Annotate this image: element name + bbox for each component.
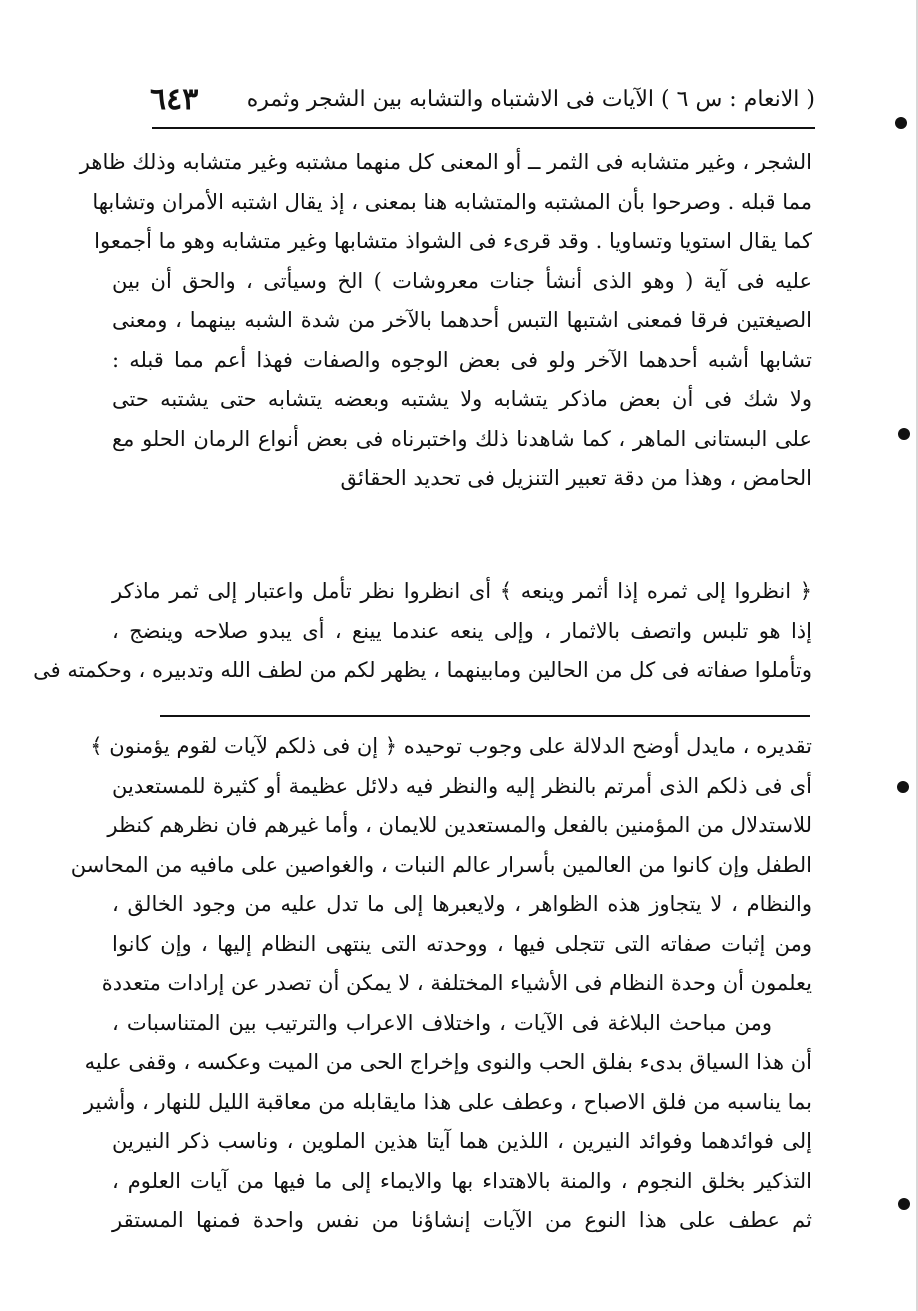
- text-line: ولا شك فى أن بعض ماذكر يتشابه ولا يشتبه وبعضه يتشابه حتى يشتبه حتى: [112, 387, 812, 411]
- section-divider: [160, 715, 810, 717]
- text-line: أى فى ذلكم الذى أمرتم بالنظر إليه والنظر فيه دلائل عظيمة أو كثيرة للمستعدين: [112, 773, 812, 798]
- header-rule: [152, 127, 815, 129]
- text-block-lower: [70, 727, 812, 1241]
- text-block-upper: [79, 143, 812, 499]
- text-line: على البستانى الماهر ، كما شاهدنا ذلك واختبرناه فى بعض أنواع الرمان الحلو مع: [112, 426, 812, 451]
- text-line: ثم عطف على هذا النوع من الآيات إنشاؤنا من نفس واحدة فمنها المستقر: [112, 1208, 812, 1232]
- text-block-verse: [33, 572, 812, 691]
- running-header: [150, 78, 815, 120]
- text-line: مما قبله . وصرحوا بأن المشتبه والمتشابه هنا بمعنى ، إذ يقال اشتبه الأمران وتشابها: [92, 189, 812, 214]
- text-line: ومن مباحث البلاغة فى الآيات ، واختلاف الاعراب والترتيب بين المتناسبات ،: [112, 1010, 772, 1035]
- binding-hole-mark: [897, 781, 909, 793]
- header-title: ( الانعام : س ٦ ) الآيات فى الاشتباه والتشابه بين الشجر وثمره: [246, 86, 815, 112]
- binding-hole-mark: [898, 1198, 910, 1210]
- page-number: ٦٤٣: [150, 81, 199, 117]
- text-line: كما يقال استويا وتساويا . وقد قرىء فى الشواذ متشابها وغير متشابه وهو ما أجمعوا: [94, 229, 812, 253]
- text-line: تقديره ، مايدل أوضح الدلالة على وجوب توحيده ﴿ إن فى ذلكم لآيات لقوم يؤمنون ﴾: [90, 734, 812, 758]
- binding-hole-mark: [898, 428, 910, 440]
- text-line: تشابها أشبه أحدهما الآخر ولو فى بعض الوجوه والصفات فهذا أعم مما قبله :: [112, 347, 812, 372]
- text-line: الحامض ، وهذا من دقة تعبير التنزيل فى تحديد الحقائق: [340, 466, 812, 490]
- text-line: ﴿ انظروا إلى ثمره إذا أثمر وينعه ﴾ أى انظروا نظر تأمل واعتبار إلى ثمر ماذكر: [112, 579, 812, 603]
- text-line: بما يناسبه من فلق الاصباح ، وعطف على هذا مايقابله من معاقبة الليل للنهار ، وأشير: [83, 1089, 812, 1114]
- text-line: وتأملوا صفاته فى كل من الحالين ومابينهما ، يظهر لكم من لطف الله وتدبيره ، وحكمته فى: [33, 658, 812, 682]
- text-line: والنظام ، لا يتجاوز هذه الظواهر ، ولايعبرها إلى ما تدل عليه من وجود الخالق ،: [112, 892, 812, 916]
- text-line: ومن إثبات صفاته التى تتجلى فيها ، ووحدته التى ينتهى النظام إليها ، وإن كانوا: [112, 931, 812, 956]
- text-line: يعلمون أن وحدة النظام فى الأشياء المختلفة ، لا يمكن أن تصدر عن إرادات متعددة: [101, 971, 812, 995]
- text-line: إلى فوائدهما وفوائد النيرين ، اللذين هما آيتا هذين الملوين ، وناسب ذكر النيرين: [112, 1129, 812, 1153]
- text-line: أن هذا السياق بدىء بفلق الحب والنوى وإخراج الحى من الميت وعكسه ، وقفى عليه: [84, 1050, 812, 1074]
- text-line: الصيغتين فرقا فمعنى اشتبها التبس أحدهما بالآخر من شدة الشبه بينهما ، ومعنى: [112, 308, 812, 332]
- text-line: الطفل وإن كانوا من العالمين بأسرار عالم النبات ، والغواصين على مافيه من المحاسن: [70, 852, 812, 877]
- text-line: للاستدلال من المؤمنين بالفعل والمستعدين للايمان ، وأما غيرهم فان نظرهم كنظر: [107, 813, 812, 837]
- binding-hole-mark: [895, 117, 907, 129]
- text-line: الشجر ، وغير متشابه فى الثمر ــ أو المعنى كل منهما مشتبه وغير متشابه وذلك ظاهر: [79, 150, 812, 174]
- text-line: التذكير بخلق النجوم ، والمنة بالاهتداء بها والايماء إلى ما فيها من آيات العلوم ،: [112, 1168, 812, 1193]
- text-line: عليه فى آية ( وهو الذى أنشأ جنات معروشات ) الخ وسيأتى ، والحق أن بين: [112, 268, 812, 293]
- text-line: إذا هو تلبس واتصف بالاثمار ، وإلى ينعه عندما يينع ، أى يبدو صلاحه وينضج ،: [112, 618, 812, 643]
